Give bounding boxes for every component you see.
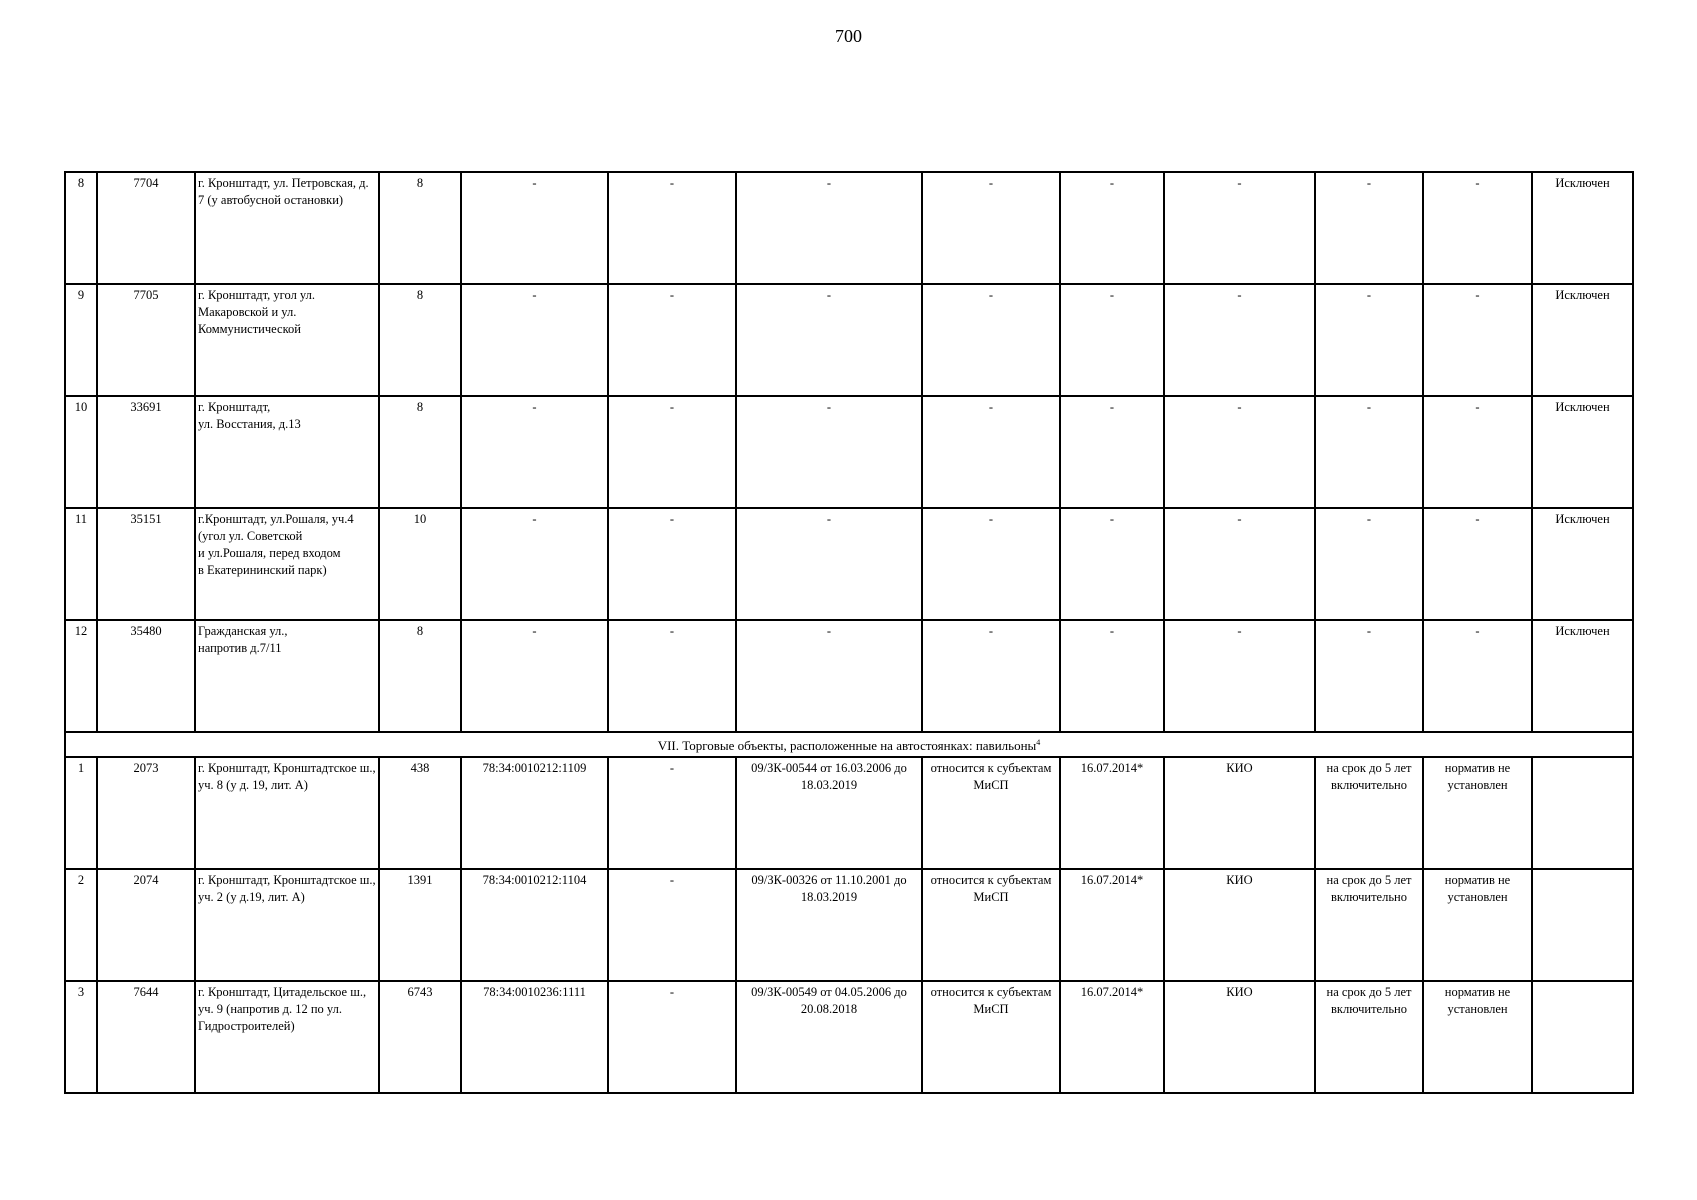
norm-cell: -	[1423, 620, 1532, 732]
term-cell: на срок до 5 лет включительно	[1315, 757, 1423, 869]
area-cell: 8	[379, 284, 461, 396]
cadastral-number-cell: 78:34:0010236:1111	[461, 981, 608, 1093]
msp-status-cell: -	[922, 508, 1060, 620]
area-cell: 1391	[379, 869, 461, 981]
term-cell: на срок до 5 лет включительно	[1315, 981, 1423, 1093]
status-cell: Исключен	[1532, 396, 1633, 508]
status-cell: Исключен	[1532, 508, 1633, 620]
date-cell: -	[1060, 508, 1164, 620]
contract-cell: -	[736, 172, 922, 284]
row-number-cell: 12	[65, 620, 97, 732]
registry-table	[64, 171, 1634, 1094]
table-row	[65, 396, 1633, 508]
norm-cell: норматив не установлен	[1423, 981, 1532, 1093]
authority-cell: КИО	[1164, 981, 1315, 1093]
column-6-cell: -	[608, 396, 736, 508]
authority-cell: КИО	[1164, 757, 1315, 869]
row-number-cell: 1	[65, 757, 97, 869]
object-id-cell: 35480	[97, 620, 195, 732]
msp-status-cell: -	[922, 172, 1060, 284]
page-number: 700	[835, 26, 862, 46]
authority-cell: -	[1164, 172, 1315, 284]
table-row	[65, 284, 1633, 396]
status-cell	[1532, 757, 1633, 869]
table-row	[65, 757, 1633, 869]
term-cell: -	[1315, 172, 1423, 284]
status-cell: Исключен	[1532, 284, 1633, 396]
cadastral-number-cell: 78:34:0010212:1109	[461, 757, 608, 869]
cadastral-number-cell: 78:34:0010212:1104	[461, 869, 608, 981]
authority-cell: -	[1164, 508, 1315, 620]
section-header-row	[65, 732, 1633, 757]
row-number-cell: 2	[65, 869, 97, 981]
status-cell: Исключен	[1532, 172, 1633, 284]
norm-cell: -	[1423, 284, 1532, 396]
column-6-cell: -	[608, 284, 736, 396]
address-cell: г.Кронштадт, ул.Рошаля, уч.4 (угол ул. Советской и ул.Рошаля, перед входом в Екатерининский парк)	[195, 508, 379, 620]
address-cell: г. Кронштадт, ул. Петровская, д. 7 (у автобусной остановки)	[195, 172, 379, 284]
term-cell: на срок до 5 лет включительно	[1315, 869, 1423, 981]
date-cell: -	[1060, 284, 1164, 396]
address-cell: Гражданская ул., напротив д.7/11	[195, 620, 379, 732]
object-id-cell: 7705	[97, 284, 195, 396]
term-cell: -	[1315, 284, 1423, 396]
row-number-cell: 10	[65, 396, 97, 508]
column-6-cell: -	[608, 172, 736, 284]
area-cell: 438	[379, 757, 461, 869]
status-cell	[1532, 981, 1633, 1093]
msp-status-cell: относится к субъектам МиСП	[922, 869, 1060, 981]
authority-cell: -	[1164, 284, 1315, 396]
contract-cell: 09/ЗК-00549 от 04.05.2006 до 20.08.2018	[736, 981, 922, 1093]
table-row	[65, 172, 1633, 284]
term-cell: -	[1315, 620, 1423, 732]
address-cell: г. Кронштадт, Кронштадтское ш., уч. 8 (у д. 19, лит. А)	[195, 757, 379, 869]
address-cell: г. Кронштадт, угол ул. Макаровской и ул. Коммунистической	[195, 284, 379, 396]
area-cell: 8	[379, 396, 461, 508]
row-number-cell: 11	[65, 508, 97, 620]
table-row	[65, 620, 1633, 732]
section-footnote: 4	[1036, 738, 1041, 747]
table-row	[65, 869, 1633, 981]
object-id-cell: 33691	[97, 396, 195, 508]
norm-cell: -	[1423, 172, 1532, 284]
contract-cell: -	[736, 396, 922, 508]
date-cell: -	[1060, 396, 1164, 508]
object-id-cell: 7644	[97, 981, 195, 1093]
row-number-cell: 8	[65, 172, 97, 284]
object-id-cell: 7704	[97, 172, 195, 284]
object-id-cell: 35151	[97, 508, 195, 620]
date-cell: -	[1060, 620, 1164, 732]
msp-status-cell: -	[922, 620, 1060, 732]
contract-cell: -	[736, 508, 922, 620]
section-title-cell	[65, 732, 1633, 757]
area-cell: 6743	[379, 981, 461, 1093]
table-body-bottom	[65, 757, 1633, 1093]
msp-status-cell: -	[922, 396, 1060, 508]
table-row	[65, 508, 1633, 620]
authority-cell: КИО	[1164, 869, 1315, 981]
cadastral-number-cell: -	[461, 172, 608, 284]
section-body	[65, 732, 1633, 757]
area-cell: 8	[379, 620, 461, 732]
row-number-cell: 3	[65, 981, 97, 1093]
cadastral-number-cell: -	[461, 396, 608, 508]
date-cell: 16.07.2014*	[1060, 869, 1164, 981]
column-6-cell: -	[608, 757, 736, 869]
term-cell: -	[1315, 396, 1423, 508]
row-number-cell: 9	[65, 284, 97, 396]
contract-cell: -	[736, 284, 922, 396]
status-cell: Исключен	[1532, 620, 1633, 732]
table-row	[65, 981, 1633, 1093]
column-6-cell: -	[608, 620, 736, 732]
contract-cell: 09/ЗК-00544 от 16.03.2006 до 18.03.2019	[736, 757, 922, 869]
contract-cell: 09/ЗК-00326 от 11.10.2001 до 18.03.2019	[736, 869, 922, 981]
status-cell	[1532, 869, 1633, 981]
area-cell: 10	[379, 508, 461, 620]
date-cell: 16.07.2014*	[1060, 757, 1164, 869]
norm-cell: -	[1423, 396, 1532, 508]
norm-cell: норматив не установлен	[1423, 757, 1532, 869]
object-id-cell: 2074	[97, 869, 195, 981]
norm-cell: норматив не установлен	[1423, 869, 1532, 981]
table-body-top	[65, 172, 1633, 732]
column-6-cell: -	[608, 508, 736, 620]
msp-status-cell: относится к субъектам МиСП	[922, 981, 1060, 1093]
cadastral-number-cell: -	[461, 620, 608, 732]
column-6-cell: -	[608, 981, 736, 1093]
date-cell: -	[1060, 172, 1164, 284]
column-6-cell: -	[608, 869, 736, 981]
contract-cell: -	[736, 620, 922, 732]
authority-cell: -	[1164, 620, 1315, 732]
address-cell: г. Кронштадт, Цитадельское ш., уч. 9 (напротив д. 12 по ул. Гидростроителей)	[195, 981, 379, 1093]
object-id-cell: 2073	[97, 757, 195, 869]
area-cell: 8	[379, 172, 461, 284]
msp-status-cell: -	[922, 284, 1060, 396]
section-title: VII. Торговые объекты, расположенные на автостоянках: павильоны	[657, 738, 1037, 753]
cadastral-number-cell: -	[461, 508, 608, 620]
address-cell: г. Кронштадт, Кронштадтское ш., уч. 2 (у д.19, лит. А)	[195, 869, 379, 981]
msp-status-cell: относится к субъектам МиСП	[922, 757, 1060, 869]
address-cell: г. Кронштадт, ул. Восстания, д.13	[195, 396, 379, 508]
authority-cell: -	[1164, 396, 1315, 508]
cadastral-number-cell: -	[461, 284, 608, 396]
date-cell: 16.07.2014*	[1060, 981, 1164, 1093]
norm-cell: -	[1423, 508, 1532, 620]
term-cell: -	[1315, 508, 1423, 620]
